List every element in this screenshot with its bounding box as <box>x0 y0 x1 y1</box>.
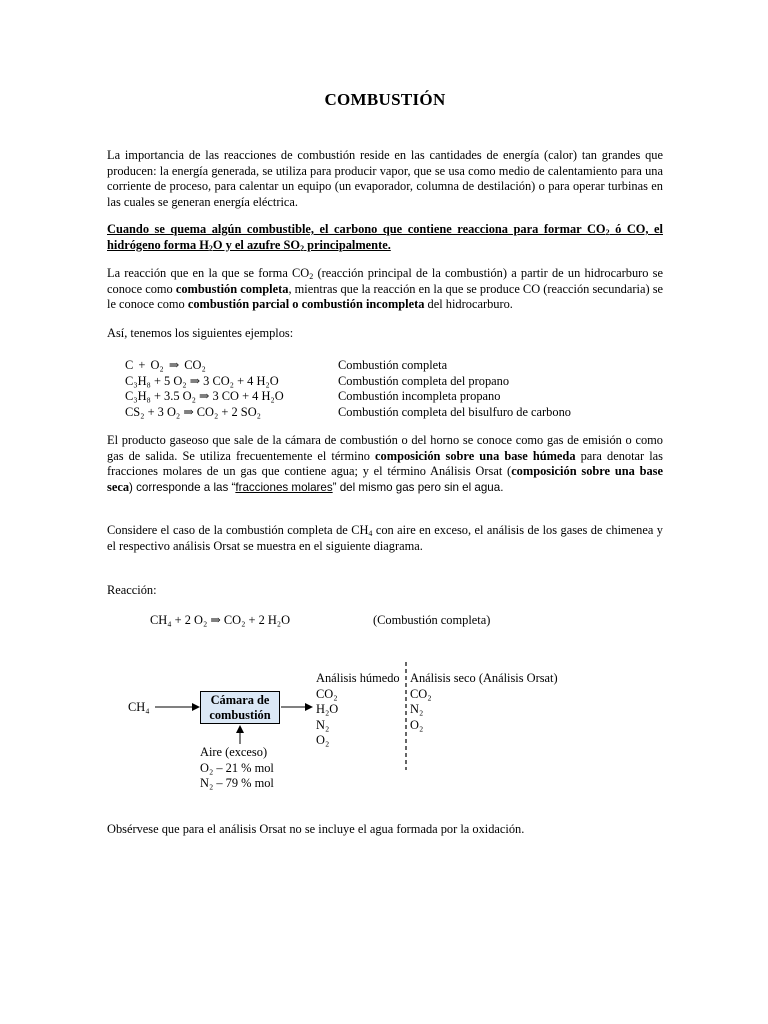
dry-analysis-orsat: Análisis seco (Análisis Orsat) CO₂ N₂ O₂ <box>410 671 558 732</box>
page-title: COMBUSTIÓN <box>324 90 446 109</box>
air-composition: Aire (exceso) O₂ – 21 % mol N₂ – 79 % mol <box>200 745 274 791</box>
paragraph-orsat-note: Obsérvese que para el análisis Orsat no se incluye el agua formada por la oxidación. <box>107 822 525 836</box>
paragraph-intro: La importancia de las reacciones de combustión reside en las cantidades de energía (calor) tan grandes que producen: la energía generada, se utiliza para producir vapor, que se usa como medio de calentamiento para una corriente de proceso, para calentar un equipo (un evaporador, columna de destilación) o para operar turbinas en las cuales se generan energía eléctrica. <box>107 148 663 209</box>
paragraph-examples-intro: Así, tenemos los siguientes ejemplos: <box>107 326 294 340</box>
main-reaction-note: (Combustión completa) <box>373 613 491 627</box>
paragraph-case: Considere el caso de la combustión completa de $CH_4$ con aire en exceso, el análisis de los gases de chimenea y el respectivo análisis Orsat se muestra en el siguiente diagrama. <box>107 523 663 553</box>
ch4-input-label: CH₄ <box>128 700 150 714</box>
reaction-label: Reacción: <box>107 583 157 597</box>
paragraph-complete-incomplete: La reacción que en la que se forma $CO_2$ (reacción principal de la combustión) a partir de un hidrocarburo se conoce como combustión completa, mientras que la reacción en la que se produce CO (reacción secundaria) se le conoce como combustión parcial o combustión incompleta del hidrocarburo. <box>107 266 664 312</box>
paragraph-flue-gas: El producto gaseoso que sale de la cámara de combustión o del horno se conoce como gas de emisión o como gas de salida. Se utiliza frecuentemente el término composición sobre una base húmeda para denotar las fracciones molares de un gas que contiene agua; y el término Análisis Orsat (composición sobre una base seca) corresponde a las “fracciones molares” del mismo gas pero sin el agua. <box>107 433 664 494</box>
main-reaction-equation: CH₄ + 2 O₂ ⇒ CO₂ + 2 H₂O <box>150 613 291 627</box>
wet-analysis: Análisis húmedo CO₂ H₂O N₂ O₂ <box>316 671 400 748</box>
paragraph-combustion-products: Cuando se quema algún combustible, el carbono que contiene reacciona para formar $CO_2$ ó CO, el hidrógeno forma $H_2O$ y el azufre $SO_2$ principalmente. <box>107 222 663 253</box>
combustion-chamber-box: Cámara de combustión <box>200 691 280 724</box>
